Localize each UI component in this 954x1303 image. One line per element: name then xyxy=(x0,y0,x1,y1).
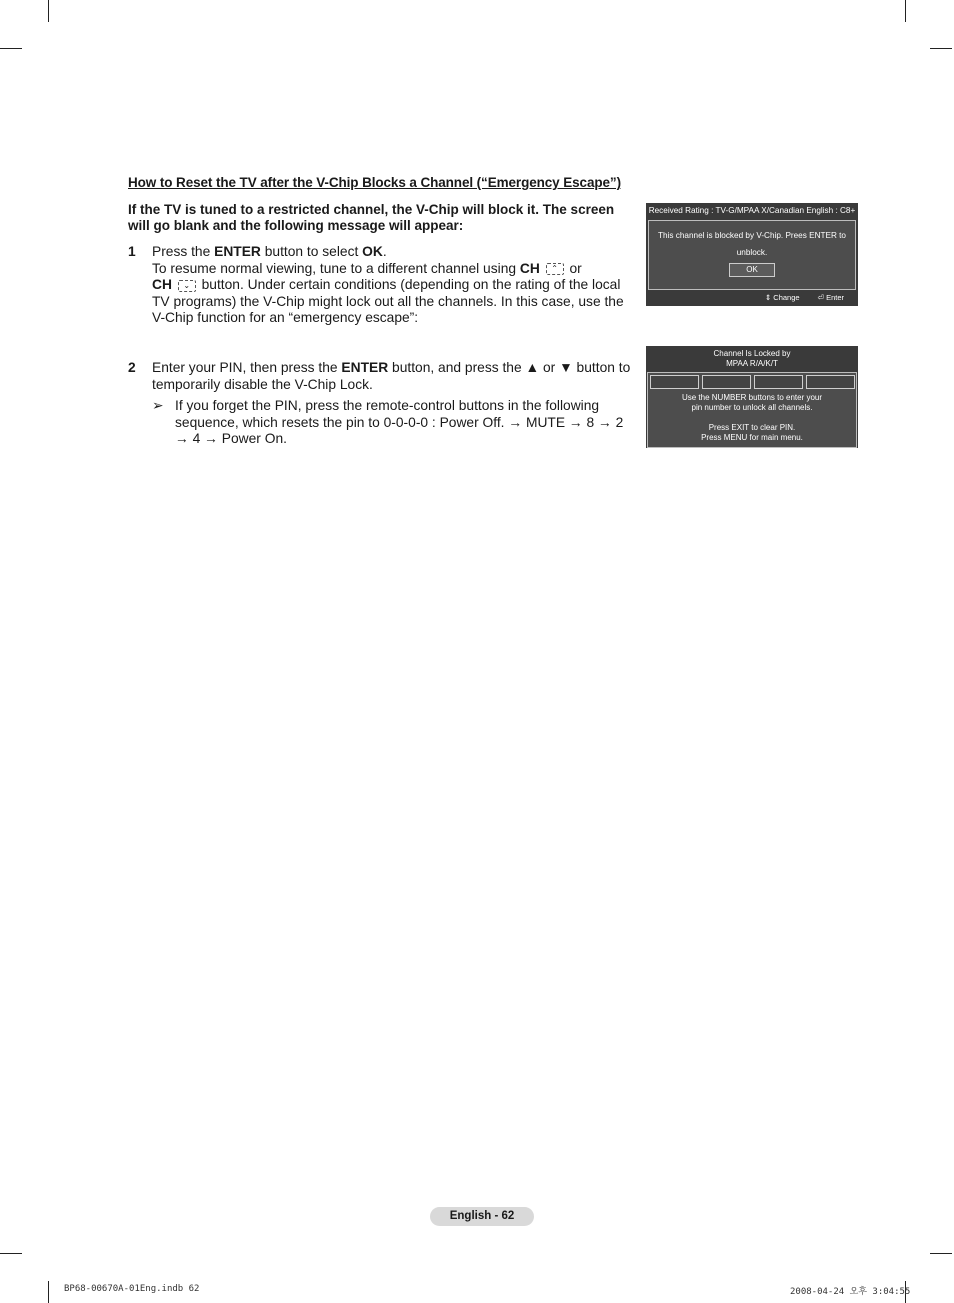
pin-box xyxy=(647,372,857,448)
step-number: 1 xyxy=(128,244,136,259)
lock-title: Channel Is Locked by xyxy=(713,349,791,358)
crop-mark xyxy=(0,1253,22,1254)
print-file-info: BP68-00670A-01Eng.indb 62 xyxy=(64,1284,200,1294)
ok-button[interactable]: OK xyxy=(729,263,775,277)
crop-mark xyxy=(905,0,906,22)
blocked-message: This channel is blocked by V-Chip. Prees ENTER to unblock. xyxy=(658,231,846,257)
lock-status xyxy=(646,346,858,369)
intro-text: If the TV is tuned to a restricted channel, the V-Chip will block it. The screen will go blank and the following message will appear: xyxy=(128,202,615,233)
note-arrow-icon: ➢ xyxy=(152,398,164,414)
channel-up-icon: ⌃ xyxy=(546,263,564,275)
text: . xyxy=(382,244,387,259)
ch-label: CH xyxy=(519,260,540,276)
note xyxy=(152,398,634,448)
crop-mark xyxy=(48,1281,49,1303)
blocked-channel-screen xyxy=(646,203,858,306)
change-hint xyxy=(765,293,800,302)
enter-icon: ⏎ xyxy=(817,293,824,302)
ok-label: OK xyxy=(362,244,383,259)
pin-instructions xyxy=(648,393,856,443)
blocked-message-box xyxy=(648,220,856,290)
text: button, and press the ▲ or ▼ button to temporarily disable the V-Chip Lock. xyxy=(152,360,631,392)
updown-icon: ⇕ xyxy=(764,293,772,302)
step-body xyxy=(152,244,634,327)
pin-digit-field[interactable] xyxy=(650,375,699,389)
text: Enter your PIN, then press the xyxy=(152,360,342,375)
step-number: 2 xyxy=(128,360,136,375)
page-number-badge: English - 62 xyxy=(430,1207,534,1226)
enter-hint xyxy=(818,293,844,302)
instruction-line: Press MENU for main menu. xyxy=(701,433,803,442)
crop-mark xyxy=(930,1253,952,1254)
instruction-line: Use the NUMBER buttons to enter your xyxy=(681,393,823,402)
channel-down-icon: ⌄ xyxy=(178,280,196,292)
crop-mark xyxy=(0,48,22,49)
received-rating-bar: Received Rating : TV-G/MPAA X/Canadian English : C8+ xyxy=(646,203,858,219)
enter-label: ENTER xyxy=(341,360,389,375)
text: To resume normal viewing, tune to a different channel using xyxy=(152,260,520,276)
pin-entry-screen xyxy=(646,346,858,448)
print-timestamp: 2008-04-24 오후 3:04:55 xyxy=(790,1287,911,1297)
text: Press the xyxy=(152,244,215,259)
crop-mark xyxy=(930,48,952,49)
pin-digit-field[interactable] xyxy=(702,375,751,389)
osd-help-bar xyxy=(749,293,844,302)
pin-digit-field[interactable] xyxy=(806,375,855,389)
pin-digit-field[interactable] xyxy=(754,375,803,389)
section-heading: How to Reset the TV after the V-Chip Blocks a Channel (“Emergency Escape”) xyxy=(128,175,621,190)
note-text: If you forget the PIN, press the remote-control buttons in the following sequence, which resets the pin to 0-0-0-0 : Power Off. → MUTE → 8 → 2 → 4 → Power On. xyxy=(175,398,624,447)
instruction-line: Press EXIT to clear PIN. xyxy=(708,423,796,432)
enter-label: ENTER xyxy=(214,244,261,259)
text: button to select xyxy=(260,244,363,259)
lock-ratings: MPAA R/A/K/T xyxy=(726,359,778,368)
step-body xyxy=(152,360,634,448)
ch-label: CH xyxy=(152,277,172,293)
enter-label: Enter xyxy=(826,293,844,302)
crop-mark xyxy=(48,0,49,22)
text: button. Under certain conditions (depending on the rating of the local TV programs) the V-Chip might lock out all the channels. In this case, use the V-Chip function for an “emergency escape”: xyxy=(152,277,624,326)
change-label: Change xyxy=(773,293,800,302)
pin-fields xyxy=(650,375,854,389)
instruction-line: pin number to unlock all channels. xyxy=(691,403,813,412)
text: or xyxy=(565,260,582,276)
